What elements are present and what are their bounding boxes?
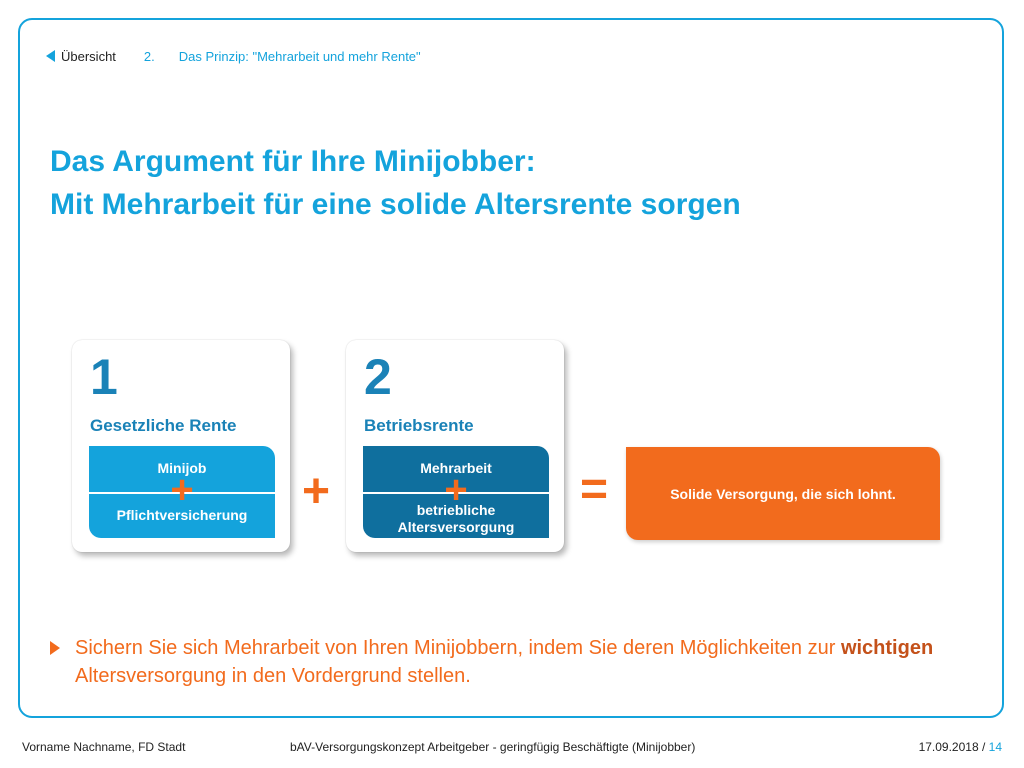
plus-operator: + bbox=[302, 465, 331, 518]
page-number: 14 bbox=[988, 740, 1002, 754]
bullet-text-start: Sichern Sie sich Mehrarbeit von Ihren Minijobbern, indem Sie deren Möglichkeiten zur bbox=[75, 637, 841, 659]
section-number: 2. bbox=[143, 48, 155, 64]
bullet-emphasis: wichtigen bbox=[840, 637, 934, 659]
plus-icon: + bbox=[170, 468, 194, 512]
bullet-point bbox=[50, 634, 955, 690]
panel-top-label: Minijob bbox=[157, 460, 207, 476]
bullet-text bbox=[75, 634, 955, 690]
breadcrumb bbox=[46, 46, 421, 66]
panel-top-label: Mehrarbeit bbox=[420, 460, 492, 476]
footer-doc-title: bAV-Versorgungskonzept Arbeitgeber - geringfügig Beschäftigte (Minijobber) bbox=[290, 740, 696, 754]
footer-date: 17.09.2018 bbox=[918, 740, 979, 754]
footer-date-page bbox=[919, 740, 1002, 754]
bullet-arrow-icon bbox=[50, 641, 60, 655]
card-gesetzliche-rente bbox=[72, 340, 290, 552]
card-subtitle: Betriebsrente bbox=[364, 416, 474, 435]
page-title bbox=[50, 140, 741, 226]
card-number: 2 bbox=[364, 349, 392, 405]
panel-bottom-label: betriebliche Altersversorgung bbox=[397, 502, 515, 535]
card-panel bbox=[363, 446, 549, 538]
back-arrow-icon[interactable] bbox=[46, 50, 55, 62]
bullet-text-end: Altersversorgung in den Vordergrund stellen. bbox=[75, 665, 471, 687]
card-subtitle: Gesetzliche Rente bbox=[90, 416, 237, 435]
section-title: Das Prinzip: "Mehrarbeit und mehr Rente" bbox=[178, 48, 421, 64]
back-link[interactable]: Übersicht bbox=[61, 48, 116, 64]
plus-icon: + bbox=[444, 468, 468, 512]
title-line-1: Das Argument für Ihre Minijobber: bbox=[50, 145, 536, 178]
result-box: Solide Versorgung, die sich lohnt. bbox=[626, 447, 940, 540]
footer-author: Vorname Nachname, FD Stadt bbox=[22, 740, 186, 754]
footer-separator: / bbox=[978, 740, 989, 754]
card-number: 1 bbox=[90, 349, 118, 405]
equals-operator: = bbox=[580, 463, 609, 516]
title-line-2: Mit Mehrarbeit für eine solide Altersrente sorgen bbox=[50, 188, 741, 221]
card-panel bbox=[89, 446, 275, 538]
panel-bottom-label: Pflichtversicherung bbox=[116, 507, 248, 523]
card-betriebsrente bbox=[346, 340, 564, 552]
